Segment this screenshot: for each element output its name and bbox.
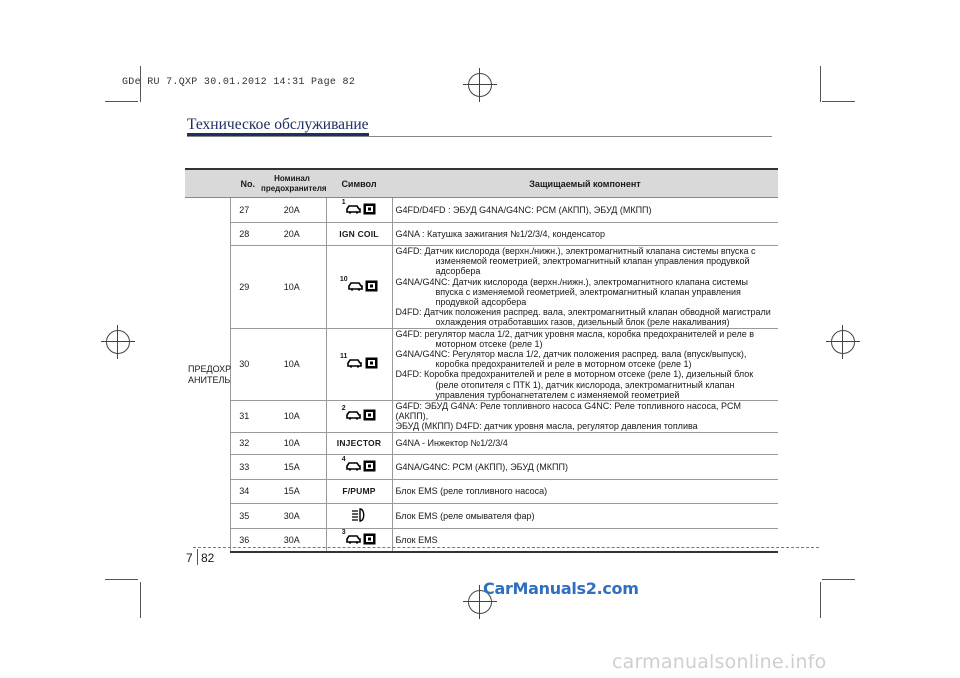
protected-component: [392, 246, 778, 329]
protected-component: [392, 503, 778, 528]
registration-mark-top: [463, 68, 497, 102]
component-text-line: (реле отопителя с ПТК 1), датчик кислорода, электромагнитный клапан: [435, 379, 735, 390]
fuse-rating: 10A: [258, 432, 326, 454]
engine-control-icon: [346, 410, 361, 422]
fuse-rating: 30A: [258, 503, 326, 528]
table-row: [185, 432, 778, 454]
protected-component: [392, 454, 778, 479]
component-text-line: G4NA : Катушка зажигания №1/2/3/4, конденсатор: [395, 228, 606, 239]
table-header-row: [185, 169, 778, 198]
fuse-number: 29: [230, 246, 258, 329]
crop-mark: [822, 101, 855, 102]
protected-component: [392, 479, 778, 503]
fuse-rating: 10A: [258, 401, 326, 433]
header-rating: [258, 169, 326, 198]
registration-mark-right: [826, 325, 860, 359]
component-text-line: Блок EMS (реле топливного насоса): [395, 486, 548, 497]
protected-component: [392, 328, 778, 400]
crop-mark: [105, 579, 138, 580]
footer-section-number: 7: [186, 551, 193, 565]
fuse-symbol-number: 10: [339, 275, 348, 283]
component-text-line: G4NA/G4NC: PCM (АКПП), ЭБУД (МКПП): [395, 461, 568, 472]
component-text-line: G4FD: регулятор масла 1/2, датчик уровня масла, коробка предохранителей и реле в: [395, 328, 755, 339]
component-text-line: коробка предохранителей и реле в моторном отсеке (реле 1): [435, 359, 692, 370]
component-text-line: G4FD/D4FD : ЭБУД G4NA/G4NC: PCM (АКПП), ЭБУД (МКПП): [395, 204, 652, 215]
control-unit-icon: [363, 409, 376, 423]
protected-component: [392, 223, 778, 246]
footer-separator: [197, 549, 198, 565]
group-label-line1: ПРЕДОХР: [188, 364, 232, 375]
fuse-symbol: [326, 503, 392, 528]
table-row: [185, 246, 778, 329]
group-label-cell: [185, 198, 230, 553]
table-row: [185, 528, 778, 552]
control-unit-icon: [363, 533, 376, 547]
headlamp-washer-icon: [351, 508, 367, 524]
fuse-number: 32: [230, 432, 258, 454]
table-row: [185, 198, 778, 223]
table-row: [185, 223, 778, 246]
fuse-symbol-number: 3: [341, 528, 346, 536]
component-text-line: изменяемой геометрией, электромагнитный клапан управления продувкой адсорбера: [435, 256, 750, 277]
fuse-symbol: [326, 246, 392, 329]
crop-mark: [105, 101, 138, 102]
component-text-line: G4NA - Инжектор №1/2/3/4: [395, 438, 508, 449]
component-text-line: впуска с изменяемой геометрией, электромагнитный клапан управления: [435, 286, 741, 297]
fuse-symbol-number: 4: [341, 455, 346, 463]
fuse-rating: 20A: [258, 198, 326, 223]
fuse-number: 31: [230, 401, 258, 433]
group-label-line2: АНИТЕЛЬ: [188, 375, 231, 386]
fuse-rating: 10A: [258, 246, 326, 329]
header-no: No.: [185, 169, 258, 198]
component-text-line: охлаждения отработавших газов, дизельный блок (реле накаливания): [435, 317, 730, 328]
component-text-line: продувкой адсорбера: [435, 297, 527, 308]
protected-component: [392, 401, 778, 433]
component-text-line: D4FD: Датчик положения распред. вала, электромагнитный клапан обводной магистрали: [395, 307, 771, 318]
component-text-line: моторном отсеке (реле 1): [435, 338, 543, 349]
table-row: [185, 328, 778, 400]
fuse-symbol: [326, 328, 392, 400]
fuse-symbol: [326, 198, 392, 223]
header-component: Защищаемый компонент: [392, 169, 778, 198]
header-rating-line2: предохранителя: [261, 183, 327, 193]
registration-mark-left: [101, 325, 135, 359]
header-rating-line1: Номинал: [274, 173, 310, 183]
engine-control-icon: [346, 461, 361, 473]
fuse-rating: 30A: [258, 528, 326, 552]
component-text-line: Блок EMS: [395, 534, 438, 545]
component-text-line: G4FD: Датчик кислорода (верхн./нижн.), электромагнитный клапана системы впуска с: [395, 246, 756, 256]
fuse-symbol: [326, 528, 392, 552]
component-text-line: Блок EMS (реле омывателя фар): [395, 510, 535, 521]
fuse-rating: 10A: [258, 328, 326, 400]
control-unit-icon: [363, 460, 376, 474]
component-text-line: D4FD: Коробка предохранителей и реле в моторном отсеке (реле 1), дизельный блок: [395, 369, 754, 380]
fuse-symbol-number: 1: [341, 199, 346, 206]
control-unit-icon: [363, 203, 376, 217]
fuse-symbol: [326, 479, 392, 503]
control-unit-icon: [365, 357, 378, 371]
table-row: [185, 401, 778, 433]
fuse-number: 28: [230, 223, 258, 246]
engine-control-icon: [348, 281, 363, 293]
fuse-symbol-text: IGN COIL: [339, 229, 379, 239]
section-title-rule: [187, 136, 772, 137]
fuse-number: 33: [230, 454, 258, 479]
table-row: [185, 454, 778, 479]
component-text-line: управления турбонагнетателем с изменяемой геометрией: [435, 389, 680, 400]
component-text-line: ЭБУД (МКПП) D4FD: датчик уровня масла, регулятор давления топлива: [395, 421, 698, 432]
fuse-number: 34: [230, 479, 258, 503]
crop-mark: [140, 582, 141, 618]
fuse-table: [185, 168, 778, 553]
section-title: Техническое обслуживание: [187, 116, 369, 133]
fuse-number: 35: [230, 503, 258, 528]
footer-rule: [193, 547, 819, 548]
watermark-carmanuals2: CarManuals2.com: [483, 579, 639, 598]
fuse-symbol-text: INJECTOR: [336, 438, 382, 449]
fuse-symbol: [326, 401, 392, 433]
fuse-number: 30: [230, 328, 258, 400]
table-row: [185, 503, 778, 528]
crop-mark: [820, 582, 821, 618]
watermark-carmanualsonline: carmanualsonline.info: [612, 651, 827, 673]
fuse-rating: 15A: [258, 479, 326, 503]
print-slug: GDe RU 7.QXP 30.01.2012 14:31 Page 82: [122, 77, 356, 88]
header-symbol: Символ: [326, 169, 392, 198]
fuse-symbol: [326, 223, 392, 246]
protected-component: [392, 528, 778, 552]
component-text-line: G4NA/G4NC: Регулятор масла 1/2, датчик положения распред. вала (впуск/выпуск),: [395, 349, 747, 360]
engine-control-icon: [346, 204, 361, 216]
footer-page-number: 82: [201, 551, 215, 565]
component-text-line: G4NA/G4NC: Датчик кислорода (верхн./нижн.), электромагнитного клапана системы: [395, 276, 748, 287]
fuse-number: 36: [230, 528, 258, 552]
crop-mark: [822, 579, 855, 580]
engine-control-icon: [346, 534, 361, 546]
crop-mark: [820, 66, 821, 102]
fuse-number: 27: [230, 198, 258, 223]
fuse-symbol-text: F/PUMP: [342, 486, 376, 497]
fuse-symbol-number: 2: [341, 405, 346, 413]
fuse-rating: 20A: [258, 223, 326, 246]
fuse-rating: 15A: [258, 454, 326, 479]
protected-component: [392, 198, 778, 223]
engine-control-icon: [347, 358, 362, 370]
fuse-symbol: [326, 432, 392, 454]
fuse-symbol-number: 11: [340, 353, 348, 361]
protected-component: [392, 432, 778, 454]
fuse-symbol: [326, 454, 392, 479]
table-row: [185, 479, 778, 503]
component-text-line: G4FD: ЭБУД G4NA: Реле топливного насоса G4NC: Реле топливного насоса, PCM (АКПП),: [395, 401, 741, 422]
control-unit-icon: [365, 280, 378, 294]
